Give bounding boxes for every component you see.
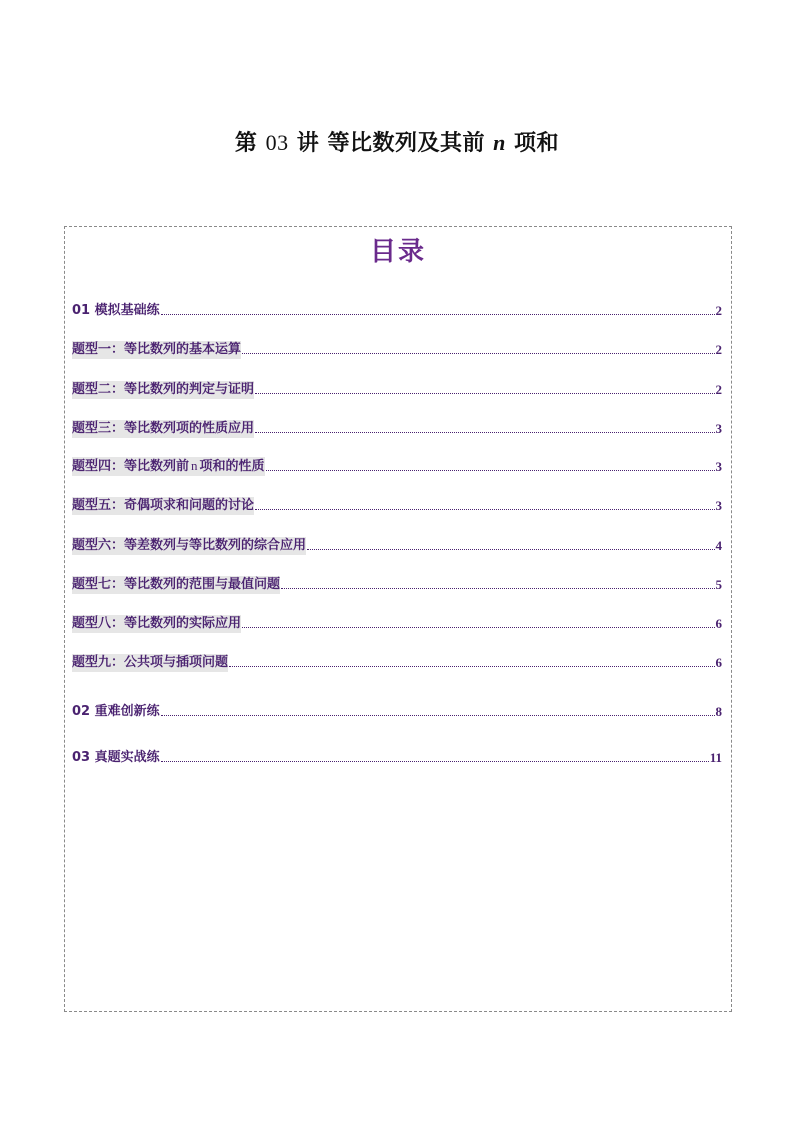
- toc-item-label: 题型七：等比数列的范围与最值问题: [72, 577, 281, 592]
- toc-item-label: 题型六：等差数列与等比数列的综合应用: [72, 538, 307, 553]
- toc-item-label: 题型三：等比数列项的性质应用: [72, 421, 255, 436]
- toc-item-label: 03 真题实战练: [72, 750, 160, 765]
- toc-leader-dots: [161, 714, 715, 716]
- toc-item-label-part-b: 项和的性质: [199, 459, 265, 474]
- toc-item-type-4[interactable]: [72, 458, 722, 476]
- toc-item-advanced-innovation[interactable]: [72, 703, 722, 721]
- toc-item-label: 题型九：公共项与插项问题: [72, 655, 229, 670]
- toc-leader-dots: [281, 587, 714, 589]
- toc-item-label: [72, 457, 265, 476]
- toc-item-page: 8: [715, 704, 722, 719]
- toc-item-page: 2: [715, 382, 722, 397]
- toc-item-type-6[interactable]: [72, 537, 722, 555]
- title-suffix: 项和: [514, 131, 560, 156]
- toc-item-label: 题型八：等比数列的实际应用: [72, 616, 242, 631]
- toc-item-type-9[interactable]: [72, 654, 722, 672]
- toc-box: [64, 226, 732, 1012]
- title-middle: 讲 等比数列及其前: [296, 131, 485, 156]
- toc-item-page: 2: [715, 303, 722, 318]
- toc-item-type-7[interactable]: [72, 576, 722, 594]
- toc-item-label: 题型二：等比数列的判定与证明: [72, 382, 255, 397]
- toc-item-page: 6: [715, 655, 722, 670]
- toc-item-label: 题型五：奇偶项求和问题的讨论: [72, 498, 255, 513]
- toc-leader-dots: [255, 392, 714, 394]
- toc-item-label-part-a: 题型四：等比数列前: [72, 459, 190, 474]
- document-title: [0, 126, 794, 157]
- toc-item-page: 11: [709, 750, 722, 765]
- toc-item-page: 3: [715, 498, 722, 513]
- toc-item-page: 3: [715, 421, 722, 436]
- toc-item-type-1[interactable]: [72, 341, 722, 359]
- toc-item-label-variable: n: [191, 458, 198, 473]
- toc-item-type-8[interactable]: [72, 615, 722, 633]
- toc-leader-dots: [229, 665, 714, 667]
- toc-leader-dots: [242, 352, 714, 354]
- toc-item-page: 6: [715, 616, 722, 631]
- toc-item-type-5[interactable]: [72, 497, 722, 515]
- toc-item-page: 2: [715, 342, 722, 357]
- toc-item-page: 5: [715, 577, 722, 592]
- toc-item-page: 4: [715, 538, 722, 553]
- toc-leader-dots: [307, 548, 714, 550]
- toc-item-page: 3: [715, 459, 722, 474]
- title-number: 03: [265, 130, 289, 155]
- title-variable: n: [493, 130, 506, 155]
- toc-item-label: 题型一：等比数列的基本运算: [72, 342, 242, 357]
- toc-item-type-2[interactable]: [72, 381, 722, 399]
- toc-item-label: 01 模拟基础练: [72, 303, 160, 318]
- title-prefix: 第: [234, 131, 258, 156]
- toc-item-label: 02 重难创新练: [72, 704, 160, 719]
- toc-item-simulation-basic[interactable]: [72, 302, 722, 320]
- toc-leader-dots: [161, 313, 715, 315]
- toc-item-type-3[interactable]: [72, 420, 722, 438]
- toc-item-real-exam[interactable]: [72, 749, 722, 767]
- toc-leader-dots: [161, 760, 709, 762]
- toc-leader-dots: [266, 469, 715, 471]
- toc-leader-dots: [255, 431, 714, 433]
- toc-heading: 目录: [369, 237, 426, 267]
- toc-leader-dots: [242, 626, 714, 628]
- toc-leader-dots: [255, 508, 714, 510]
